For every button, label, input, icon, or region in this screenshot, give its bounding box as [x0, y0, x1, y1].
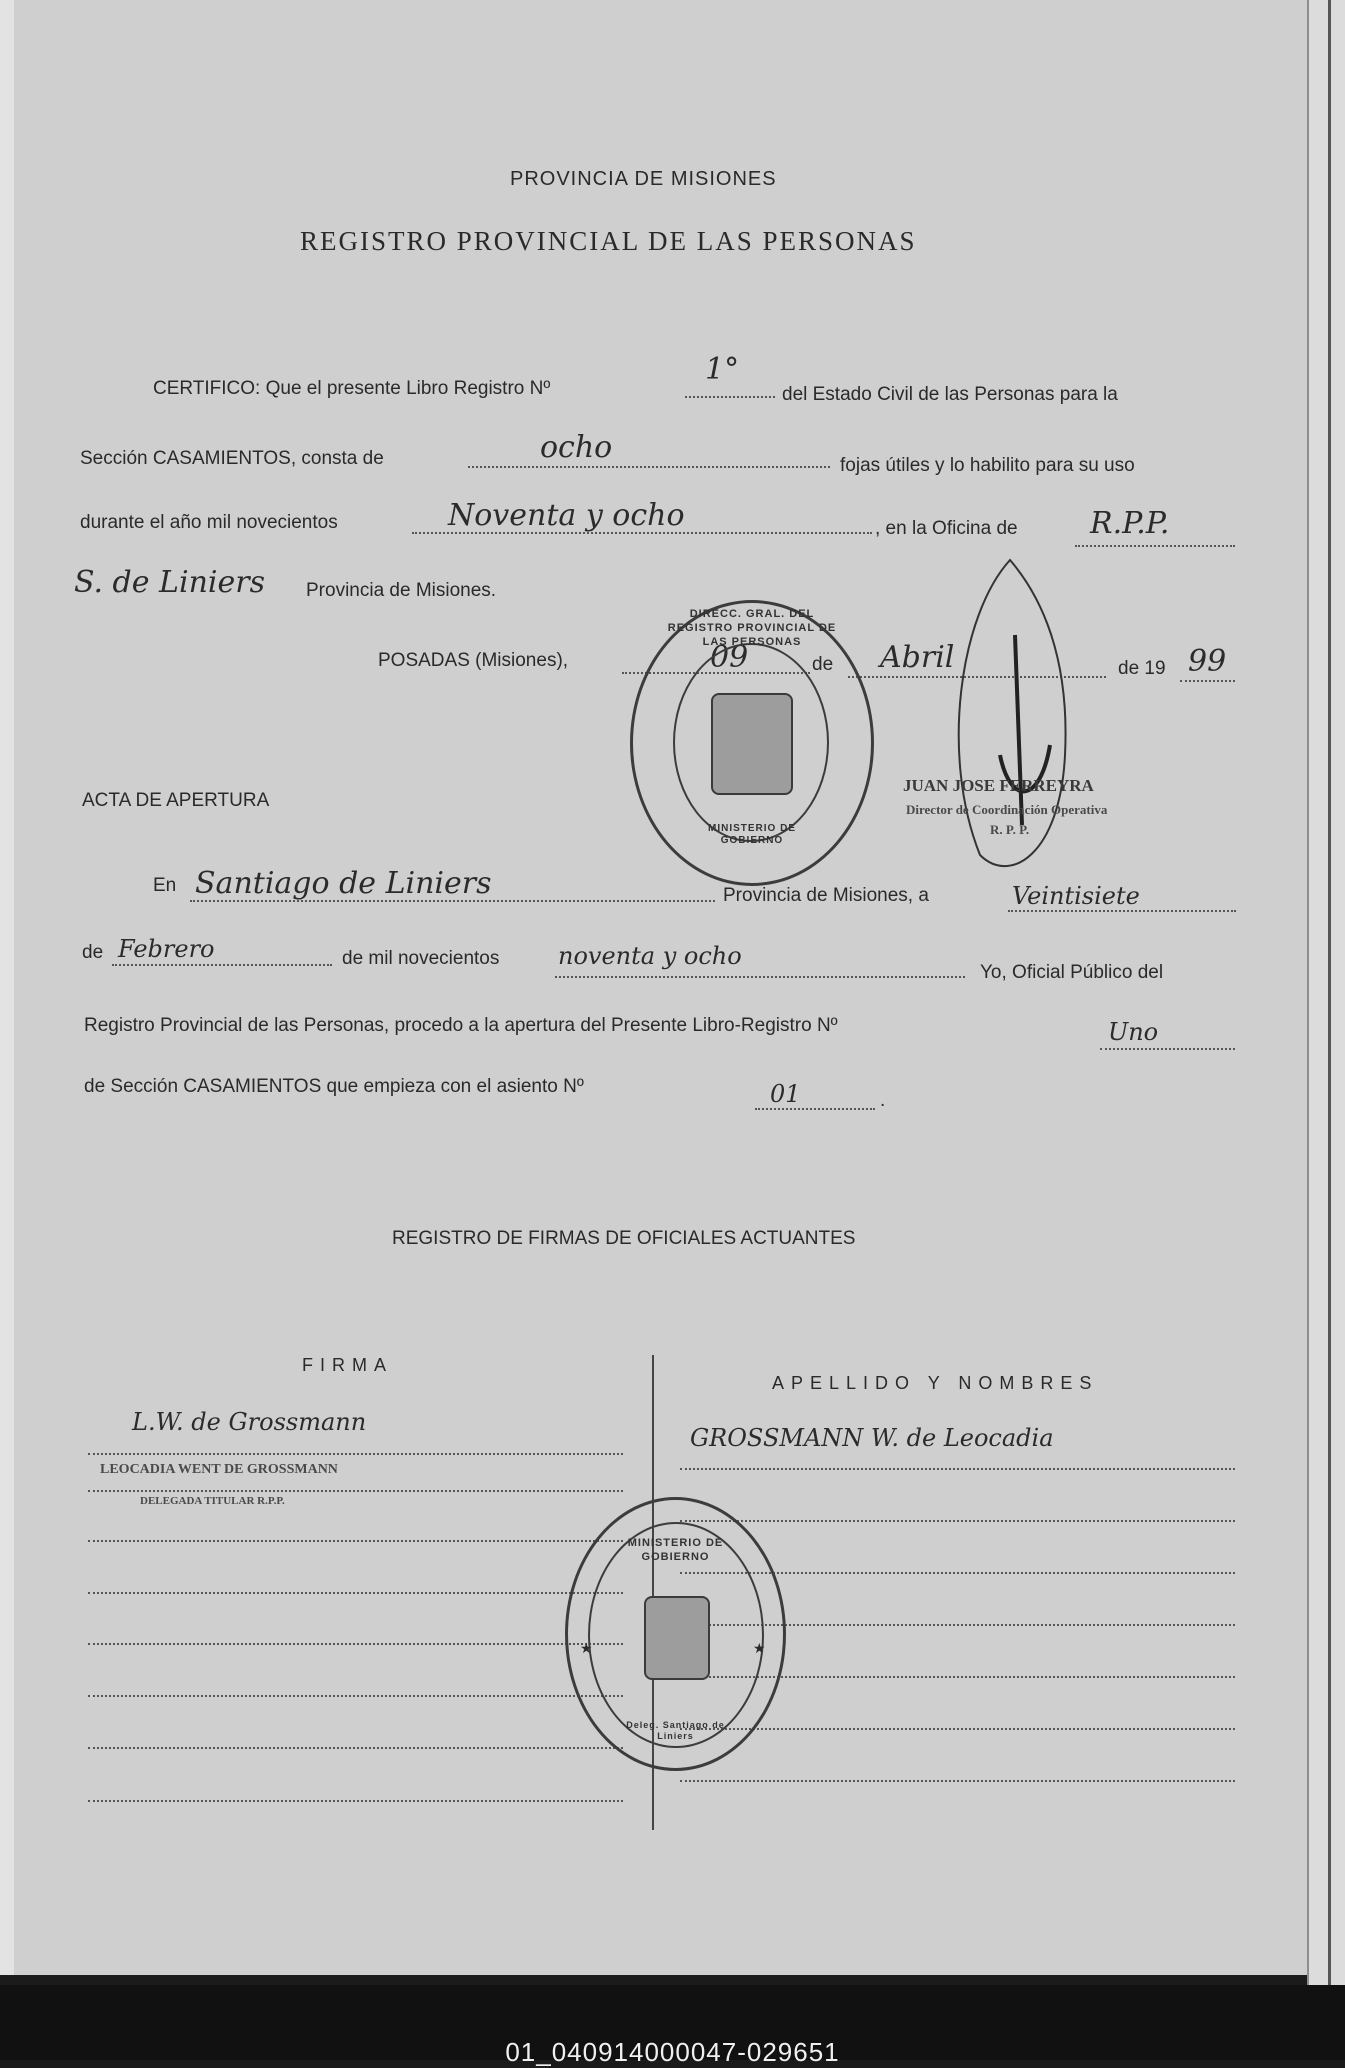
cert-line2-suffix: fojas útiles y lo habilito para su uso [840, 455, 1135, 476]
binding-edge [1307, 0, 1345, 2020]
month-handwritten: Abril [880, 640, 955, 675]
mes-handwritten: Febrero [118, 935, 215, 963]
delegate-title-stamp: DELEGADA TITULAR R.P.P. [140, 1495, 285, 1507]
signature-line [88, 1695, 623, 1697]
binding-line [1328, 0, 1331, 2020]
dia-handwritten: Veintisiete [1012, 882, 1140, 910]
seal-outer-text: MINISTERIO DE GOBIERNO [627, 1537, 724, 1563]
signature-line [88, 1592, 623, 1594]
province-heading: PROVINCIA DE MISIONES [510, 168, 777, 190]
acta-line4-end: . [880, 1090, 886, 1111]
dotted-line [1100, 1048, 1235, 1050]
cert-line1-prefix: CERTIFICO: Que el presente Libro Registro Nº [153, 378, 551, 399]
cert-line2-prefix: Sección CASAMIENTOS, consta de [80, 448, 384, 469]
date-year-prefix: de 19 [1118, 658, 1166, 679]
libro-uno-handwritten: Uno [1108, 1018, 1159, 1046]
dotted-line [685, 396, 775, 398]
dotted-line [1180, 680, 1235, 682]
date-place-label: POSADAS (Misiones), [378, 650, 569, 671]
column-firma-header: FIRMA [302, 1355, 393, 1375]
column-nombres-header: APELLIDO Y NOMBRES [772, 1373, 1099, 1393]
lugar-handwritten: Santiago de Liniers [195, 866, 492, 901]
star-icon: ★ [753, 1640, 766, 1656]
signature-line [88, 1490, 623, 1492]
acta-province-text: Provincia de Misiones, a [723, 885, 929, 906]
name-line [680, 1728, 1235, 1730]
acta-line3: Registro Provincial de las Personas, procedo a la apertura del Presente Libro-Registro Nº [84, 1015, 838, 1036]
signature-line [88, 1643, 623, 1645]
acta-de-label: de [82, 942, 104, 963]
cert-line3-suffix: , en la Oficina de [875, 518, 1018, 539]
dotted-line [1075, 545, 1235, 547]
director-title-stamp: Director de Coordinación Operativa [906, 802, 1108, 817]
seal-inner-text: MINISTERIO DE GOBIERNO [707, 823, 796, 846]
localidad-handwritten: S. de Liniers [74, 565, 265, 600]
signature-line [88, 1747, 623, 1749]
name-line [680, 1520, 1235, 1522]
signature-line [88, 1800, 623, 1802]
fojas-handwritten: ocho [540, 430, 613, 465]
delegation-seal-stamp [565, 1497, 786, 1771]
dotted-line [1008, 910, 1236, 912]
acta-line4-prefix: de Sección CASAMIENTOS que empieza con el asiento Nº [84, 1076, 584, 1097]
cert-line3-prefix: durante el año mil novecientos [80, 512, 338, 533]
firma-signature-1: L.W. de Grossmann [132, 1408, 367, 1436]
acta-anio-handwritten: noventa y ocho [558, 942, 742, 970]
dotted-line [555, 976, 965, 978]
director-office-stamp: R. P. P. [990, 822, 1030, 837]
seal-bottom-text: Deleg. Santiago de Liniers [626, 1720, 725, 1741]
registry-title: REGISTRO PROVINCIAL DE LAS PERSONAS [300, 226, 917, 256]
dotted-line [755, 1108, 875, 1110]
director-name-stamp: JUAN JOSE FERREYRA [903, 776, 1094, 795]
seal-outer-text: DIRECC. GRAL. DEL REGISTRO PROVINCIAL DE LAS PERSONAS [667, 608, 837, 648]
asiento-handwritten: 01 [770, 1080, 801, 1108]
acta-en-label: En [153, 875, 177, 896]
oficina-handwritten: R.P.P. [1090, 506, 1170, 541]
delegate-name-stamp: LEOCADIA WENT DE GROSSMANN [100, 1462, 338, 1477]
page-left-edge [0, 0, 14, 1975]
day-handwritten: 09 [710, 640, 749, 675]
star-icon: ★ [580, 1640, 593, 1656]
cert-line4-suffix: Provincia de Misiones. [306, 580, 497, 601]
acta-heading: ACTA DE APERTURA [82, 790, 270, 811]
coat-of-arms-emblem [711, 693, 793, 795]
year-suffix-handwritten: 99 [1188, 644, 1227, 679]
signature-line [88, 1540, 623, 1542]
signature-line [88, 1453, 623, 1455]
name-line [680, 1780, 1235, 1782]
document-id: 01_040914000047-029651 [505, 2037, 840, 2067]
acta-mil-label: de mil novecientos [342, 948, 500, 969]
nombre-entry-1: GROSSMANN W. de Leocadia [690, 1424, 1054, 1452]
name-line [680, 1468, 1235, 1470]
libro-number-handwritten: 1° [705, 352, 740, 387]
dotted-line [112, 964, 332, 966]
anio-handwritten: Noventa y ocho [448, 498, 685, 533]
dotted-line [468, 466, 830, 468]
acta-yo-text: Yo, Oficial Público del [980, 962, 1164, 983]
firmas-heading: REGISTRO DE FIRMAS DE OFICIALES ACTUANTES [392, 1228, 856, 1249]
registry-seal-stamp [630, 600, 874, 886]
coat-of-arms-emblem [644, 1596, 710, 1680]
date-de-label: de [812, 654, 834, 675]
cert-line1-suffix: del Estado Civil de las Personas para la [782, 384, 1118, 405]
